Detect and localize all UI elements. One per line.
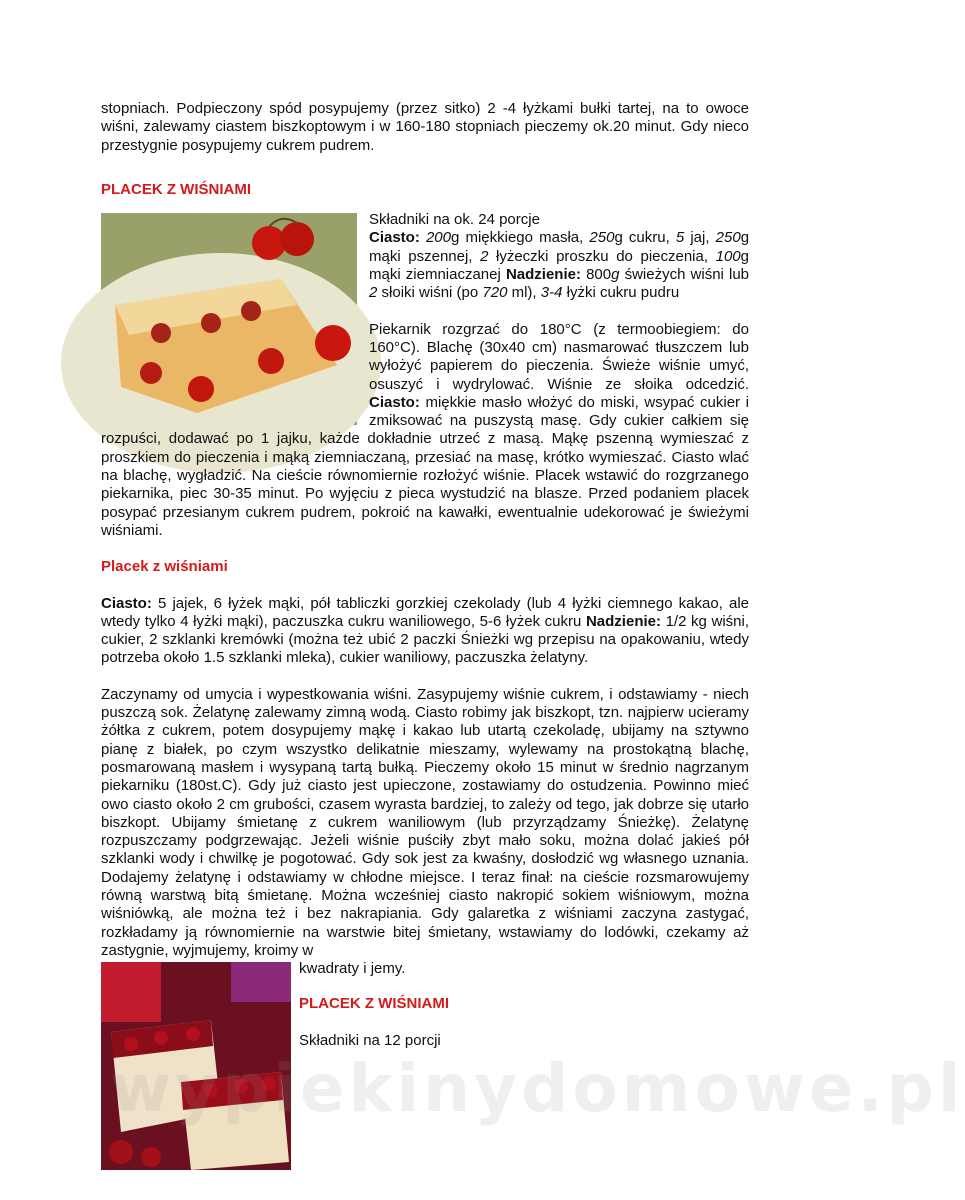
filling-label: Nadzienie: bbox=[585, 612, 661, 630]
recipe1-servings: Składniki na ok. 24 porcje bbox=[369, 211, 540, 229]
ingredients-dough-label: Ciasto: bbox=[369, 229, 420, 247]
qty: 200 bbox=[425, 229, 451, 247]
ingredient-text: świeżych wiśni lub bbox=[624, 266, 750, 284]
ingredient-text: jaj, bbox=[690, 229, 710, 247]
recipe2-method: Zaczynamy od umycia i wypestkowania wiśni. Zasypujemy wiśnie cukrem, i odstawiamy - niech puszczą sok. Żelatynę zalewamy zimną wodą. Ciasto robimy jak biszkopt, tzn. najpierw ucieramy żółtka z cukrem, potem dosypujemy mąkę i kakao lub utartą czekoladę, ubijamy na sztywno pianę z białek, po czym wszystko delikatnie mieszamy, wylewamy na prostokątną blachę, posmarowaną masłem i wysypaną tartą bułką. Pieczemy około 15 minut w średnio nagrzanym piekarniku (180st.C). Gdy już ciasto jest upieczone, zostawiamy do ostudzenia. Powinno mieć owo ciasto około 2 cm grubości, czasem wyrasta bardziej, to zależy od tego, jak dobrze się utarło biszkopt. Ubijamy śmietanę z cukrem waniliowym (lub przyrządzamy Śnieżkę). Żelatynę rozpuszczamy podgrzewając. Jeżeli wiśnie puściły zbyt mało soku, można dolać jakieś pół szklanki wody i chwilkę je pogotować. Gdy sok jest za kwaśny, dosłodzić wg własnego uznania. Dodajemy żelatynę i odstawiamy w chłodne miejsce. I teraz finał: na cieście rozsmarowujemy równą warstwą bitą śmietanę. Można wcześniej ciasto nakropić sokiem wiśniowym, można wiśniówką, ale można też i bez nakrapiania. Gdy galaretka z wiśniami zaczyna zastygać, rozkładamy ją równomiernie na warstwie bitej śmietany, wstawiamy do lodówki, czekamy aż zastygnie, wyjmujemy, kroimy w bbox=[101, 685, 749, 959]
prep-text: miękkie masło włożyć do miski, wsypać cukier i zmiksować na puszystą masę. Gdy cukier całkiem się rozpuści, dodawać po 1 jajku, każde dokładnie utrzeć z masą. Mąkę pszenną wymieszać z proszkiem do pieczenia i mąką ziemniaczaną, przesiać na masę, krótko wymieszać. Ciasto wlać na blachę, wygładzić. Na cieście równomiernie rozłożyć wiśnie. Placek wstawić do rozgrzanego piekarnika, piec 30-35 minut. Po wyjęciu z pieca wystudzić na blasze. Przed podaniem placek posypać przesianym cukrem pudrem, pokroić na kawałki, ewentualnie udekorować je świeżymi wiśniami. bbox=[101, 393, 749, 539]
prep-dough-label: Ciasto: bbox=[369, 393, 420, 411]
ingredient-text: g miękkiego masła, bbox=[451, 229, 584, 247]
recipe3-title: PLACEK Z WIŚNIAMI bbox=[299, 995, 449, 1013]
ingredient-text: g cukru, bbox=[614, 229, 670, 247]
ingredient-text: słoiki wiśni (po bbox=[381, 284, 479, 302]
recipe2-title: Placek z wiśniami bbox=[101, 558, 228, 576]
ingredient-text: 800 bbox=[586, 266, 612, 284]
qty: g bbox=[611, 266, 620, 284]
qty: 720 bbox=[482, 284, 508, 302]
prep-text: Piekarnik rozgrzać do 180°C (z termoobiegiem: do 160°C). Blachę (30x40 cm) nasmarować tłuszczem lub wyłożyć papierem do pieczenia. Świeże wiśnie umyć, osuszyć i wydrylować. Wiśnie ze słoika odcedzić. bbox=[369, 320, 749, 393]
cherry-cake-photo bbox=[101, 213, 357, 425]
ingredient-text: g mąki pszennej, bbox=[369, 229, 750, 265]
qty: 250 bbox=[589, 229, 615, 247]
qty: 250 bbox=[715, 229, 741, 247]
dough-label: Ciasto: bbox=[101, 594, 152, 612]
qty: 5 bbox=[675, 229, 685, 247]
filling-text: 1/2 kg wiśni, cukier, 2 szklanki kremówki (można też ubić 2 paczki Śnieżki wg przepisu na opakowaniu, wtedy potrzeba około 1.5 szklanki mleka), cukier waniliowy, paczuszka żelatyny. bbox=[101, 612, 749, 667]
dough-text: 5 jajek, 6 łyżek mąki, pół tabliczki gorzkiej czekolady (lub 4 łyżki ciemnego kakao, ale wtedy tylko 4 łyżki mąki), paczuszka cukru waniliowego, 5-6 łyżek cukru bbox=[101, 594, 749, 630]
ingredient-text: łyżki cukru pudru bbox=[566, 284, 680, 302]
recipe3-servings: Składniki na 12 porcji bbox=[299, 1031, 441, 1049]
intro-paragraph: stopniach. Podpieczony spód posypujemy (przez sitko) 2 -4 łyżkami bułki tartej, na to owoce wiśni, zalewamy ciastem biszkoptowym i w 160-180 stopniach pieczemy ok.20 minut. Gdy nieco przestygnie posypujemy cukrem pudrem. bbox=[101, 100, 749, 154]
ingredient-text: g mąki ziemniaczanej bbox=[369, 247, 749, 284]
document-page bbox=[101, 100, 965, 1170]
ingredients-filling-label: Nadzienie: bbox=[505, 266, 581, 284]
ingredient-text: ml), bbox=[511, 284, 537, 302]
recipe1-title: PLACEK Z WIŚNIAMI bbox=[101, 180, 251, 198]
cherry-jelly-cake-photo bbox=[101, 962, 291, 1170]
qty: 2 bbox=[480, 247, 489, 265]
qty: 2 bbox=[369, 284, 378, 302]
recipe2-method-end: kwadraty i jemy. bbox=[299, 960, 406, 978]
recipe1-section bbox=[101, 211, 749, 540]
ingredient-text: łyżeczki proszku do pieczenia, bbox=[496, 247, 709, 265]
qty: 3-4 bbox=[540, 284, 563, 302]
site-watermark: wypiekinydomowe.pl bbox=[110, 1050, 965, 1127]
recipe3-section bbox=[101, 960, 749, 1050]
recipe2-ingredients bbox=[101, 595, 749, 668]
qty: 100 bbox=[715, 247, 741, 265]
